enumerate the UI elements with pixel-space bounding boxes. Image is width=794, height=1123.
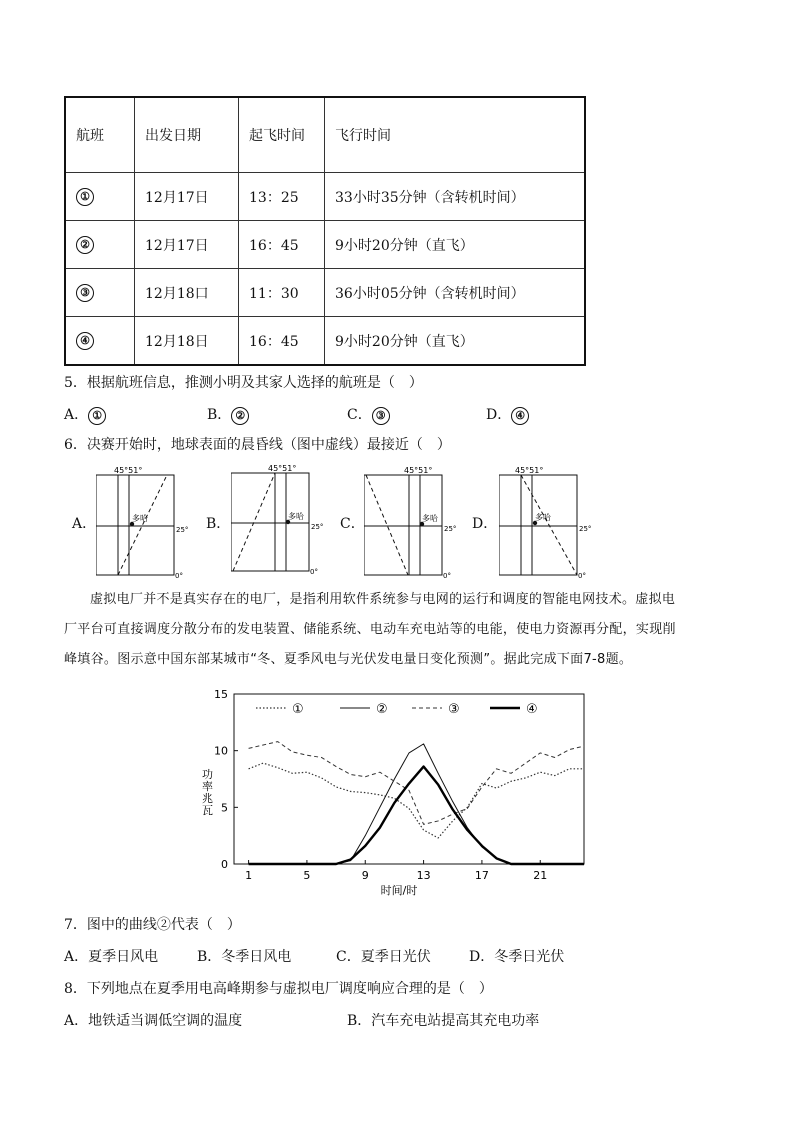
- header-date: 出发日期: [135, 97, 239, 173]
- y-tick-label: 15: [214, 688, 228, 701]
- q7-option-b[interactable]: B．冬季日风电: [197, 949, 292, 965]
- terminator-line: [366, 475, 408, 575]
- power-chart: [190, 682, 600, 902]
- x-tick-label: 1: [245, 869, 253, 882]
- q5-option-a[interactable]: A． ①: [64, 404, 106, 425]
- x-axis-label: 时间/时: [380, 884, 418, 897]
- city-label: 多哈: [535, 513, 551, 522]
- lon-label: 45°51°: [268, 464, 297, 473]
- flight-number: ①: [76, 188, 94, 206]
- lat-label: 25°: [579, 525, 592, 533]
- zero-label: 0°: [578, 572, 586, 580]
- terminator-line: [233, 473, 275, 571]
- lon-label: 45°51°: [404, 466, 433, 475]
- chart-axes: [214, 688, 584, 882]
- lat-label: 25°: [176, 526, 189, 534]
- y-tick-label: 0: [221, 858, 228, 871]
- y-axis-label-char: 率: [202, 780, 213, 793]
- diagram-b[interactable]: [231, 462, 331, 580]
- option-circle: ①: [88, 407, 106, 425]
- passage: [64, 585, 734, 675]
- table-header-row: [65, 97, 585, 173]
- x-tick-label: 9: [361, 869, 369, 882]
- table-row: [65, 221, 585, 269]
- series-line-4: [249, 767, 584, 864]
- flight-date: 12月18口: [135, 269, 239, 317]
- flight-date: 12月18日: [135, 317, 239, 366]
- header-flight: 航班: [65, 97, 135, 173]
- passage-line: 厂平台可直接调度分散分布的发电装置、储能系统、电动车充电站等的电能，使电力资源再分配，实现削: [64, 622, 676, 637]
- diagram-d[interactable]: [499, 464, 599, 582]
- flight-duration: 9小时20分钟（直飞）: [325, 221, 586, 269]
- q6-option-b[interactable]: B．: [206, 516, 231, 532]
- option-circle: ④: [511, 407, 529, 425]
- q5-option-b[interactable]: B． ②: [207, 404, 249, 425]
- legend-label: ④: [526, 702, 538, 717]
- flight-table: [64, 96, 586, 366]
- city-label: 多哈: [422, 514, 438, 523]
- table-row: [65, 269, 585, 317]
- y-tick-label: 10: [214, 744, 228, 758]
- q7-option-d[interactable]: D．冬季日光伏: [469, 949, 565, 965]
- flight-time: 11：30: [239, 269, 325, 317]
- header-duration: 飞行时间: [325, 97, 586, 173]
- legend-label: ②: [376, 702, 388, 717]
- y-axis-label-char: 功: [202, 768, 213, 781]
- flight-duration: 33小时35分钟（含转机时间）: [325, 173, 586, 221]
- legend-label: ①: [292, 702, 304, 717]
- question-7: 7．图中的曲线②代表（ ）: [64, 917, 241, 933]
- x-tick-label: 5: [303, 869, 311, 882]
- flight-duration: 9小时20分钟（直飞）: [325, 317, 586, 366]
- y-axis-label-char: 瓦: [202, 804, 213, 817]
- city-label: 多哈: [288, 512, 304, 521]
- legend-label: ③: [448, 702, 460, 717]
- flight-time: 16：45: [239, 221, 325, 269]
- flight-date: 12月17日: [135, 221, 239, 269]
- chart-series: [249, 742, 584, 864]
- diagram-c[interactable]: [364, 464, 464, 582]
- q8-option-a[interactable]: A．地铁适当调低空调的温度: [64, 1013, 243, 1029]
- lon-label: 45°51°: [515, 466, 544, 475]
- zero-label: 0°: [175, 572, 183, 580]
- q8-option-b[interactable]: B．汽车充电站提高其充电功率: [347, 1013, 540, 1029]
- table-row: [65, 317, 585, 366]
- flight-number: ④: [76, 332, 94, 350]
- passage-line: 峰填谷。图示意中国东部某城市“冬、夏季风电与光伏发电量日变化预测”。据此完成下面7-8题。: [64, 652, 633, 667]
- passage-line: 虚拟电厂并不是真实存在的电厂，是指利用软件系统参与电网的运行和调度的智能电网技术。虚拟电: [90, 592, 676, 607]
- table-row: [65, 173, 585, 221]
- x-tick-label: 17: [474, 869, 489, 882]
- terminator-line: [118, 475, 167, 575]
- q5-option-d[interactable]: D． ④: [486, 404, 529, 425]
- q7-option-a[interactable]: A．夏季日风电: [64, 949, 159, 965]
- map-frame: [231, 473, 309, 571]
- q5-option-c[interactable]: C． ③: [347, 404, 390, 425]
- city-label: 多哈: [132, 514, 148, 523]
- diagram-a[interactable]: [96, 464, 196, 582]
- flight-date: 12月17日: [135, 173, 239, 221]
- series-line-2: [249, 744, 584, 864]
- lat-label: 25°: [444, 525, 457, 533]
- option-circle: ②: [231, 407, 249, 425]
- question-5: 5．根据航班信息，推测小明及其家人选择的航班是（ ）: [64, 375, 423, 391]
- lat-label: 25°: [311, 523, 324, 531]
- map-frame: [499, 475, 577, 575]
- series-line-3: [249, 742, 584, 825]
- terminator-line: [521, 475, 577, 575]
- plot-frame: [234, 694, 584, 864]
- flight-time: 13：25: [239, 173, 325, 221]
- option-circle: ③: [372, 407, 390, 425]
- y-tick-label: 5: [221, 801, 228, 815]
- x-tick-label: 21: [533, 869, 548, 882]
- flight-number: ③: [76, 284, 94, 302]
- question-6: 6．决赛开始时，地球表面的晨昏线（图中虚线）最接近（ ）: [64, 437, 451, 453]
- zero-label: 0°: [443, 572, 451, 580]
- q6-option-c[interactable]: C．: [340, 516, 365, 532]
- y-axis-label-char: 兆: [202, 792, 213, 805]
- question-8: 8．下列地点在夏季用电高峰期参与虚拟电厂调度响应合理的是（ ）: [64, 981, 493, 997]
- zero-label: 0°: [310, 568, 318, 576]
- q6-option-d[interactable]: D．: [472, 516, 498, 532]
- x-tick-label: 13: [416, 869, 431, 882]
- flight-time: 16：45: [239, 317, 325, 366]
- y-axis-label: [202, 767, 213, 817]
- flight-duration: 36小时05分钟（含转机时间）: [325, 269, 586, 317]
- map-frame: [364, 475, 442, 575]
- q6-option-a[interactable]: A．: [72, 516, 97, 532]
- q7-option-c[interactable]: C．夏季日光伏: [336, 949, 431, 965]
- chart-legend: [256, 702, 538, 717]
- header-time: 起飞时间: [239, 97, 325, 173]
- flight-number: ②: [76, 236, 94, 254]
- lon-label: 45°51°: [114, 466, 143, 475]
- map-frame: [96, 475, 174, 575]
